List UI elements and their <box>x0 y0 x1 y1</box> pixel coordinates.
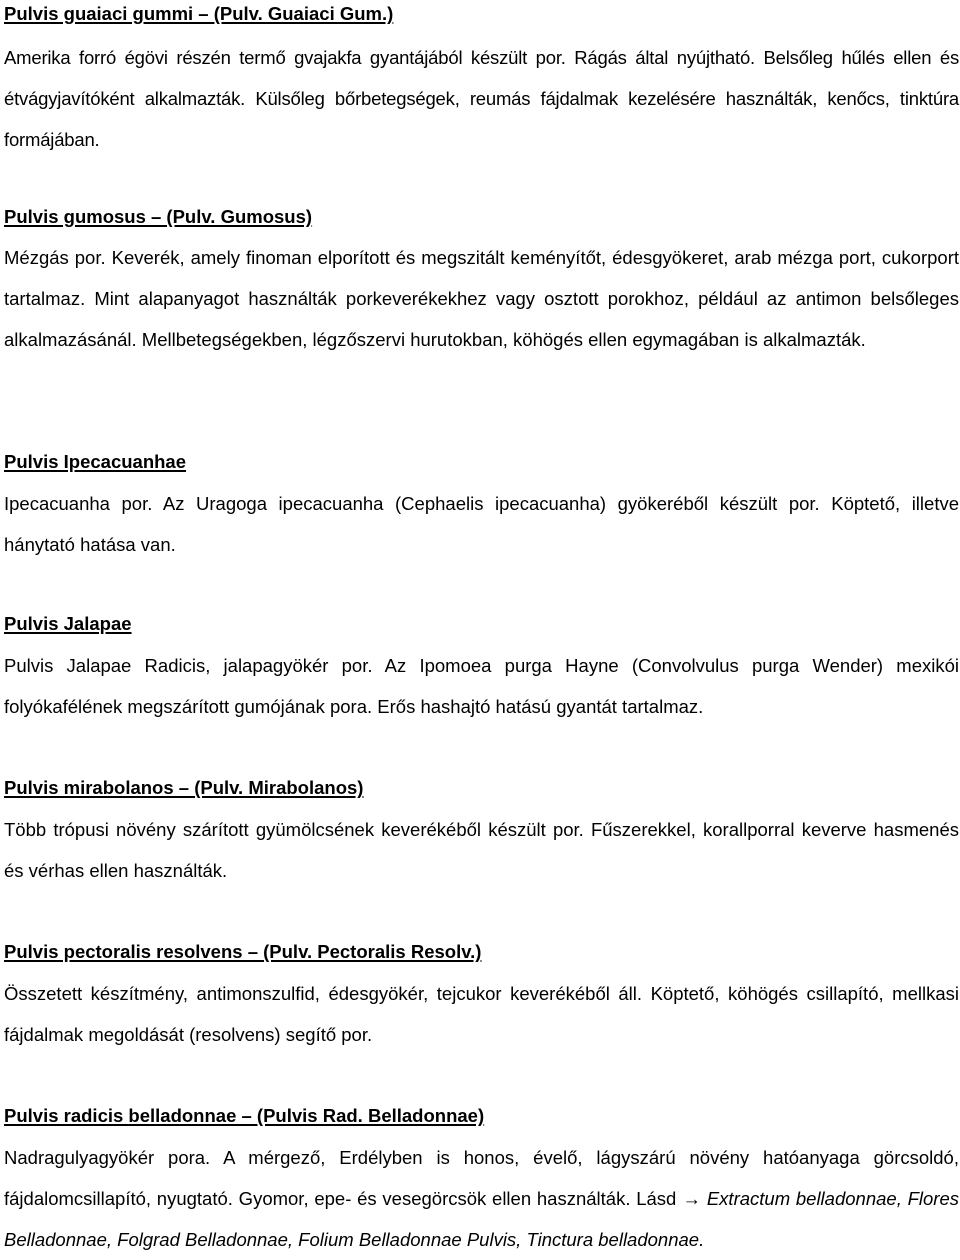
entry-text: Mézgás por. Keverék, amely finoman elporított és megszitált keményítőt, édesgyökeret, arab mézga port, cukorport tartalmaz. Mint alapanyagot használták porkeverékekhez vagy osztott porokhoz, például az antimon belsőleges alkalmazásánál. Mellbetegségekben, légzőszervi hurutokban, köhögés ellen egymagában is alkalmazták. <box>4 247 959 350</box>
entry-text: Amerika forró égövi részén termő gvajakfa gyantájából készült por. Rágás által nyújtható. Belsőleg hűlés ellen és étvágyjavítóként alkalmazták. Külsőleg bőrbetegségek, reumás fájdalmak kezelésére használták, kenőcs, tinktúra formájában. <box>4 47 959 150</box>
entry-text: Összetett készítmény, antimonszulfid, édesgyökér, tejcukor keverékéből áll. Köptető, köhögés csillapító, mellkasi fájdalmak megoldását (resolvens) segítő por. <box>4 983 959 1045</box>
entry-pulvis-jalapae <box>4 612 959 727</box>
entry-heading: Pulvis gumosus – (Pulv. Gumosus) <box>4 206 313 227</box>
entry-heading: Pulvis Jalapae <box>4 613 132 634</box>
entry-pulvis-belladonnae <box>4 1104 959 1260</box>
entry-heading: Pulvis radicis belladonnae – (Pulvis Rad. Belladonnae) <box>4 1105 485 1126</box>
entry-text: Ipecacuanha por. Az Uragoga ipecacuanha (Cephaelis ipecacuanha) gyökeréből készült por. Köptető, illetve hánytató hatása van. <box>4 493 959 555</box>
see-also-references: Extractum belladonnae, Flores Belladonnae, Folgrad Belladonnae, Folium Belladonnae Pulvis, Tinctura belladonnae. <box>4 1188 959 1250</box>
entry-heading: Pulvis pectoralis resolvens – (Pulv. Pectoralis Resolv.) <box>4 941 482 962</box>
entry-text: Pulvis Jalapae Radicis, jalapagyökér por. Az Ipomoea purga Hayne (Convolvulus purga Wender) mexikói folyókafélének megszárított gumójának pora. Erős hashajtó hatású gyantát tartalmaz. <box>4 655 959 717</box>
entry-heading: Pulvis guaiaci gummi – (Pulv. Guaiaci Gum.) <box>4 3 394 24</box>
entry-heading: Pulvis Ipecacuanhae <box>4 451 187 472</box>
entry-pulvis-guaiaci <box>4 2 959 160</box>
entry-pulvis-ipecacuanhae <box>4 450 959 565</box>
entry-pulvis-gumosus <box>4 205 959 360</box>
entry-text: Több trópusi növény szárított gyümölcsének keverékéből készült por. Fűszerekkel, korallporral keverve hasmenés és vérhas ellen használták. <box>4 819 959 881</box>
entry-pulvis-pectoralis <box>4 940 959 1055</box>
entry-pulvis-mirabolanos <box>4 776 959 891</box>
see-also-arrow-icon: → <box>682 1188 701 1209</box>
entry-text <box>4 1137 959 1260</box>
entry-text-main: Nadragulyagyökér pora. A mérgező, Erdélyben is honos, évelő, lágyszárú növény hatóanyaga görcsoldó, fájdalomcsillapító, nyugtató. Gyomor, epe- és vesegörcsök ellen használták. Lásd <box>4 1147 959 1209</box>
entry-heading: Pulvis mirabolanos – (Pulv. Mirabolanos) <box>4 777 364 798</box>
